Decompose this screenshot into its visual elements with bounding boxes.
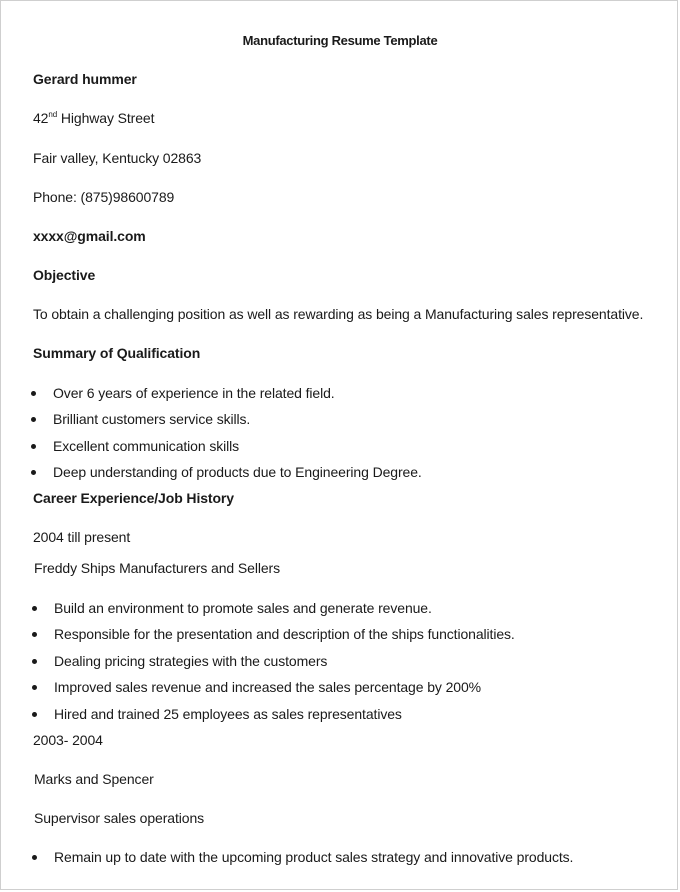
address-city: Fair valley, Kentucky 02863	[33, 150, 202, 166]
bullet-icon	[32, 855, 37, 860]
job-period: 2004 till present	[33, 529, 131, 545]
bullet-icon	[32, 659, 37, 664]
list-item-text: Brilliant customers service skills.	[53, 411, 251, 427]
job-company: Marks and Spencer	[34, 771, 154, 787]
email-address: xxxx@gmail.com	[33, 228, 146, 244]
address-suffix: nd	[48, 110, 58, 119]
list-item-text: Deep understanding of products due to Engineering Degree.	[53, 464, 422, 480]
objective-heading: Objective	[33, 267, 96, 283]
address-number: 42	[33, 110, 49, 126]
bullet-icon	[32, 712, 37, 717]
list-item-text: Build an environment to promote sales and generate revenue.	[54, 600, 432, 616]
address-street-name: Highway Street	[57, 110, 155, 126]
bullet-icon	[31, 391, 36, 396]
job-company: Freddy Ships Manufacturers and Sellers	[34, 560, 280, 576]
bullet-icon	[31, 417, 36, 422]
bullet-icon	[32, 685, 37, 690]
bullet-icon	[32, 632, 37, 637]
list-item-text: Remain up to date with the upcoming product sales strategy and innovative products.	[54, 849, 574, 865]
candidate-name: Gerard hummer	[33, 71, 137, 87]
list-item-text: Improved sales revenue and increased the sales percentage by 200%	[54, 679, 481, 695]
bullet-icon	[31, 444, 36, 449]
phone-number: Phone: (875)98600789	[33, 189, 175, 205]
job-period: 2003- 2004	[33, 732, 103, 748]
list-item-text: Responsible for the presentation and description of the ships functionalities.	[54, 626, 515, 642]
list-item-text: Over 6 years of experience in the related field.	[53, 385, 335, 401]
list-item-text: Dealing pricing strategies with the customers	[54, 653, 328, 669]
list-item-text: Excellent communication skills	[53, 438, 240, 454]
career-heading: Career Experience/Job History	[33, 490, 234, 506]
list-item-text: Hired and trained 25 employees as sales representatives	[54, 706, 402, 722]
job-role: Supervisor sales operations	[34, 810, 205, 826]
bullet-icon	[32, 606, 37, 611]
address-street	[33, 109, 154, 127]
summary-heading: Summary of Qualification	[33, 345, 201, 361]
bullet-icon	[31, 470, 36, 475]
document-title: Manufacturing Resume Template	[242, 33, 438, 48]
objective-text: To obtain a challenging position as well as rewarding as being a Manufacturing sales representative.	[33, 306, 644, 322]
